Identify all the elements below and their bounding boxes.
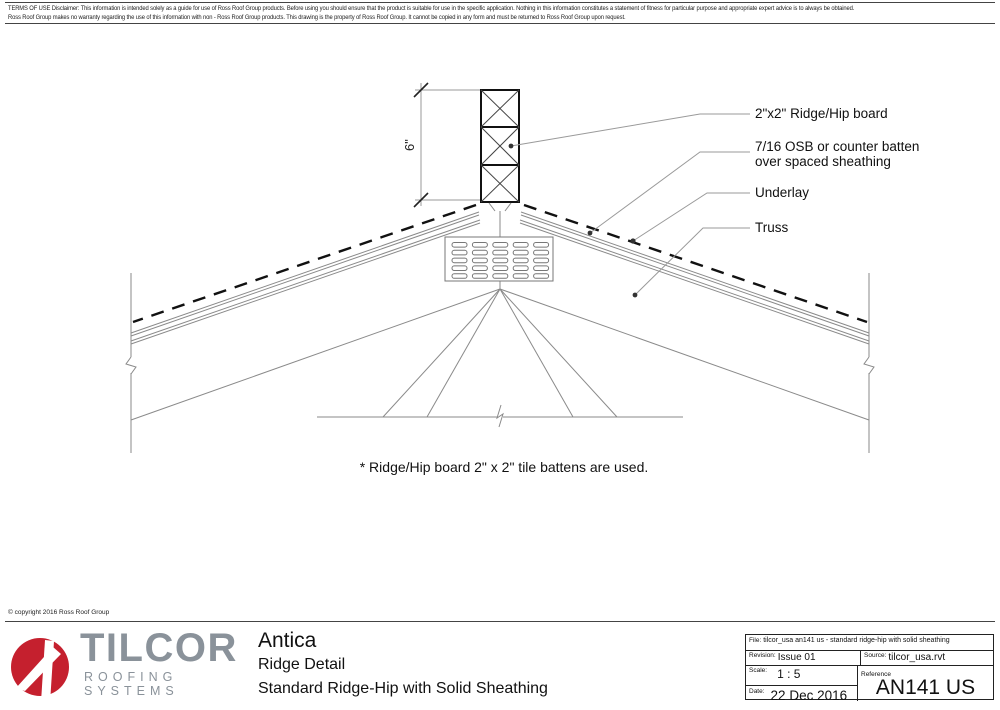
footer-divider xyxy=(5,621,995,622)
date-cell xyxy=(746,686,857,703)
brand-tagline: ROOFING SYSTEMS xyxy=(84,670,179,698)
file-row xyxy=(746,635,993,651)
revision-cell xyxy=(746,651,861,665)
title-block xyxy=(258,628,548,701)
product-title: Antica xyxy=(258,629,317,652)
callout-labels xyxy=(755,106,919,235)
tilcor-logo-icon xyxy=(10,630,72,704)
reference-cell xyxy=(858,666,993,701)
file-label: File: xyxy=(749,637,762,644)
scale-date-column xyxy=(746,666,858,701)
leader-underlay xyxy=(633,193,750,241)
info-table xyxy=(745,634,994,703)
scale-cell xyxy=(746,666,857,686)
revision-value: Issue 01 xyxy=(777,652,816,663)
drawing-note: * Ridge/Hip board 2" x 2" tile battens are used. xyxy=(359,459,649,475)
break-mark-center xyxy=(497,405,503,427)
file-value: tilcor_usa an141 us - standard ridge-hip with solid sheathing xyxy=(763,637,950,644)
label-osb-line1: 7/16 OSB or counter batten xyxy=(755,139,920,154)
date-label: Date: xyxy=(749,688,765,695)
revision-label: Revision: xyxy=(749,652,776,659)
ridge-vent xyxy=(445,237,553,281)
detail-title: Ridge Detail xyxy=(258,656,346,673)
break-mark-right xyxy=(864,357,874,374)
disclaimer-line-1: TERMS OF USE Disclaimer: This information is intended solely as a guide for use of Ross Roof Group products. Before using you should ensure that the product is suitable for use in the specific application. Nothing in this information constitutes a statement of fitness for particular purpose and appropriate expert advice is to always be obtained. xyxy=(8,5,855,12)
break-mark-left xyxy=(126,357,136,374)
source-value: tilcor_usa.rvt xyxy=(888,652,946,663)
copyright-text: © copyright 2016 Ross Roof Group xyxy=(8,609,110,616)
drawing-number: AN141 US xyxy=(875,676,976,699)
source-cell xyxy=(861,651,993,665)
scale-label: Scale: xyxy=(749,667,768,674)
source-label: Source: xyxy=(864,652,887,659)
label-ridge-board: 2"x2" Ridge/Hip board xyxy=(755,106,888,121)
detail-subtitle: Standard Ridge-Hip with Solid Sheathing xyxy=(258,680,548,697)
section-break-edges xyxy=(126,273,874,453)
reference-label: Reference xyxy=(861,671,891,678)
disclaimer-line-2: Ross Roof Group makes no warranty regarding the use of this information with non - Ross Roof Group products. This drawing is the property of Ross Roof Group. It cannot be copied in any form and must be returned to Ross Roof Group upon request. xyxy=(8,14,626,21)
brand-name: TILCOR xyxy=(80,626,238,670)
dimension-label: 6" xyxy=(402,139,417,151)
brand-block xyxy=(80,628,250,698)
label-truss: Truss xyxy=(755,220,789,235)
date-value: 22 Dec 2016 xyxy=(770,688,848,703)
leader-ridge-board xyxy=(511,114,750,146)
dimension-6in xyxy=(402,83,480,207)
revision-source-row xyxy=(746,651,993,666)
scale-value: 1 : 5 xyxy=(777,667,801,681)
label-osb-line2: over spaced sheathing xyxy=(755,154,891,169)
label-underlay: Underlay xyxy=(755,185,810,200)
truss-lines xyxy=(131,289,869,427)
